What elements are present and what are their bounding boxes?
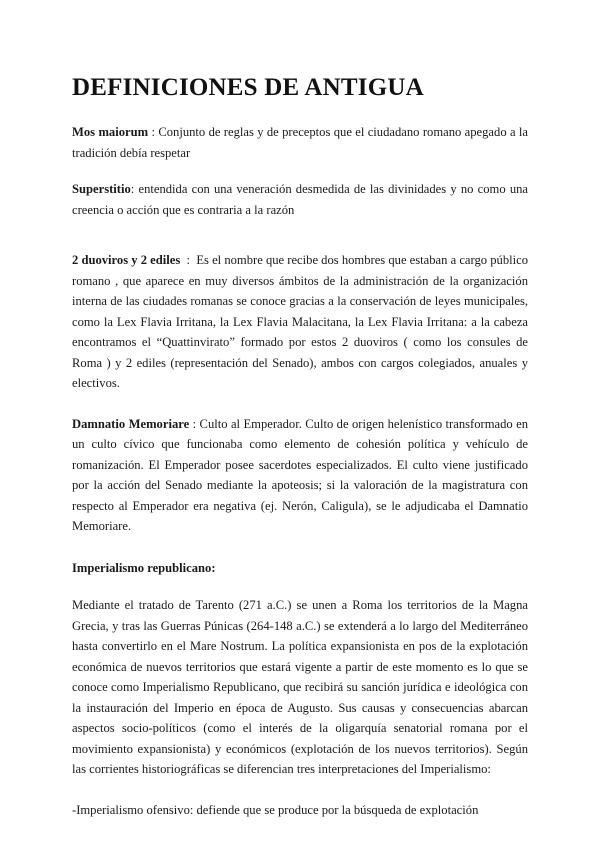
definition-mos-maiorum (72, 122, 528, 163)
document-page (72, 70, 528, 820)
definition-term: Superstitio (72, 182, 131, 196)
definition-superstitio (72, 179, 528, 220)
section-body-imperialismo: Mediante el tratado de Tarento (271 a.C.) se unen a Roma los territorios de la Magna Grecia, y tras las Guerras Púnicas (264-148 a.C.) se extenderá a lo largo del Mediterráneo hasta convertirlo en el Mare Nostrum. La política expansionista en pos de la explotación económica de nuevos territorios que estará vigente a partir de este momento es lo que se conoce como Imperialismo Republicano, que recibirá su sanción jurídica e ideológica con la instauración del Imperio en época de Augusto. Sus causas y consecuencias abarcan aspectos socio-políticos (como el interés de la oligarquía senatorial romana por el movimiento expansionista) y económicos (explotación de los nuevos territorios). Según las corrientes historiográficas se diferencian tres interpretaciones del Imperialismo: (72, 598, 528, 776)
definition-term: Damnatio Memoriare (72, 416, 190, 431)
definition-text: Culto al Emperador. Culto de origen helenístico transformado en un culto cívico que funcionaba como elemento de cohesión política y vehículo de romanización. El Emperador posee sacerdotes especializados. El culto viene justificado por la acción del Senado mediante la apoteosis; si la valoración de la magistratura con respecto al Emperador era negativa (ej. Nerón, Caligula), se le adjudicaba el Damnatio Memoriare. (72, 416, 529, 533)
definition-text: entendida con una veneración desmedida de las divinidades y no como una creencia o acción que es contraria a la razón (72, 182, 528, 217)
definition-text: Es el nombre que recibe dos hombres que estaban a cargo público romano , que aparece en muy diversos ámbitos de la administración de la organización interna de las ciudades romanas se conoce gracias a la conservación de leyes municipales, como la Lex Flavia Irritana, la Lex Flavia Malacitana, la Lex Flavia Irritana: a la cabeza encontramos el “Quattinvirato” formado por estos 2 duoviros ( como los consules de Roma ) y 2 ediles (representación del Senado), ambos con cargos colegiados, anuales y electivos. (72, 253, 528, 390)
section-heading-imperialismo: Imperialismo republicano: (72, 560, 216, 575)
definition-term: Mos maiorum (72, 125, 149, 139)
definition-damnatio-memoriare (72, 414, 528, 537)
definition-separator: : (148, 125, 159, 139)
definition-duoviros-ediles (72, 250, 528, 394)
definition-separator: : (130, 182, 139, 196)
document-title: DEFINICIONES DE ANTIGUA (72, 74, 424, 101)
definition-separator: : (180, 253, 197, 267)
definition-separator: : (189, 416, 200, 431)
definition-text: Conjunto de reglas y de preceptos que el ciudadano romano apegado a la tradición debía respetar (72, 125, 529, 160)
list-item-imperialismo-ofensivo: -Imperialismo ofensivo: defiende que se produce por la búsqueda de explotación (72, 802, 479, 817)
definition-term: 2 duoviros y 2 ediles (72, 253, 181, 267)
